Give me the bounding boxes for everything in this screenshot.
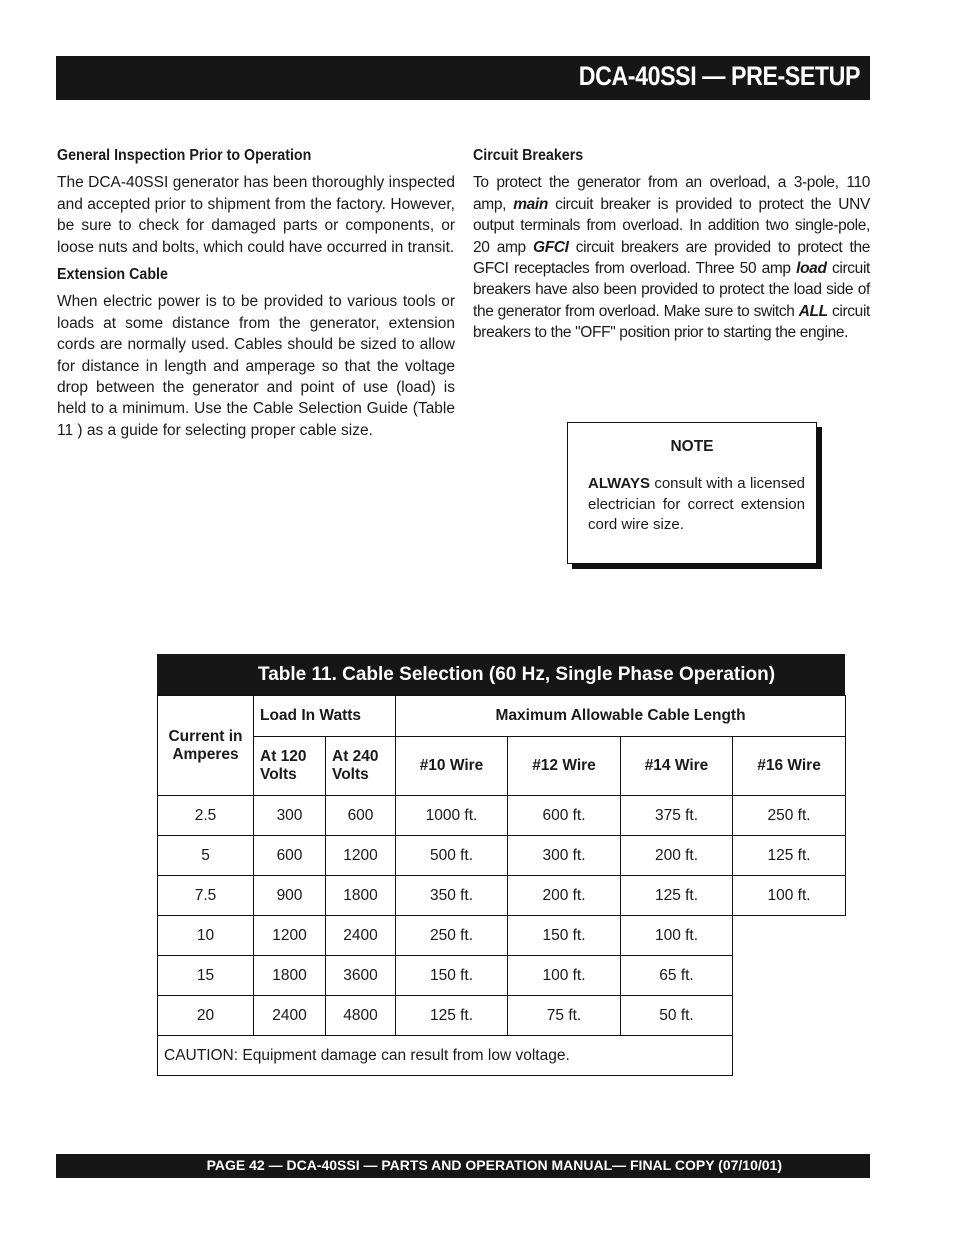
empty-cell bbox=[733, 1036, 846, 1076]
cb-text-1: To protect the generator from an overload, a 3-pole, 110 amp, bbox=[473, 174, 870, 213]
table-cell: 1800 bbox=[254, 956, 326, 996]
table-cell: 600 bbox=[326, 796, 396, 836]
table-cell: 300 bbox=[254, 796, 326, 836]
note-box bbox=[567, 422, 817, 564]
table-cell: 150 ft. bbox=[396, 956, 508, 996]
table-cell: 100 ft. bbox=[733, 876, 846, 916]
table-header-row-2 bbox=[158, 737, 846, 796]
empty-cell bbox=[733, 996, 846, 1036]
table-cell: 1800 bbox=[326, 876, 396, 916]
cable-selection-table bbox=[157, 654, 845, 1076]
table-cell: 125 ft. bbox=[396, 996, 508, 1036]
length-header: Maximum Allowable Cable Length bbox=[396, 696, 846, 737]
load-header: Load In Watts bbox=[254, 696, 396, 737]
sub-header: At 120 Volts bbox=[254, 737, 326, 796]
table-cell: 2.5 bbox=[158, 796, 254, 836]
table-cell: 15 bbox=[158, 956, 254, 996]
table-cell: 600 bbox=[254, 836, 326, 876]
table-cell: 300 ft. bbox=[508, 836, 621, 876]
cb-text-5: circuit breakers to the "OFF" position prior to starting the engine. bbox=[473, 302, 871, 342]
sub-header: #16 Wire bbox=[733, 737, 846, 796]
left-column bbox=[57, 145, 455, 447]
table-cell: 7.5 bbox=[158, 876, 254, 916]
note-title: NOTE bbox=[670, 438, 714, 455]
table-cell: 500 ft. bbox=[396, 836, 508, 876]
cable-table bbox=[157, 695, 846, 1076]
note-body bbox=[588, 474, 805, 536]
table-cell: 900 bbox=[254, 876, 326, 916]
table-row bbox=[158, 996, 846, 1036]
table-cell: 2400 bbox=[326, 916, 396, 956]
extension-paragraph: When electric power is to be provided to various tools or loads at some distance from the generator, extension cords are normally used. Cables should be sized to allow for distance in length and amperage so that the voltage drop between the generator and point of use (load) is held to a minimum. Use the Cable Selection Guide (Table 11 ) as a guide for selecting proper cable size. bbox=[57, 293, 455, 439]
table-row bbox=[158, 916, 846, 956]
table-cell: 350 ft. bbox=[396, 876, 508, 916]
table-row bbox=[158, 956, 846, 996]
header-bar bbox=[56, 56, 870, 100]
table-cell: 200 ft. bbox=[508, 876, 621, 916]
table-cell: 100 ft. bbox=[621, 916, 733, 956]
table-header-row-1 bbox=[158, 696, 846, 737]
sub-header: At 240 Volts bbox=[326, 737, 396, 796]
inspection-paragraph: The DCA-40SSI generator has been thoroughly inspected and accepted prior to shipment from the factory. However, be sure to check for damaged parts or components, or loose nuts and bolts, which could have occurred in transit. bbox=[57, 174, 455, 256]
cb-emphasis-all: ALL bbox=[798, 302, 828, 320]
caution-row bbox=[158, 1036, 846, 1076]
inspection-heading: General Inspection Prior to Operation bbox=[57, 147, 312, 164]
table-cell: 100 ft. bbox=[508, 956, 621, 996]
sub-header: #14 Wire bbox=[621, 737, 733, 796]
table-cell: 200 ft. bbox=[621, 836, 733, 876]
page-title: DCA-40SSI — PRE-SETUP bbox=[578, 61, 860, 91]
note-text: consult with a licensed electrician for correct extension cord wire size. bbox=[588, 475, 805, 533]
table-title: Table 11. Cable Selection (60 Hz, Single Phase Operation) bbox=[157, 654, 845, 695]
table-row bbox=[158, 876, 846, 916]
cb-emphasis-load: load bbox=[796, 260, 827, 278]
caution-text: CAUTION: Equipment damage can result from low voltage. bbox=[158, 1036, 733, 1076]
table-cell: 125 ft. bbox=[733, 836, 846, 876]
table-cell: 1200 bbox=[254, 916, 326, 956]
table-cell: 65 ft. bbox=[621, 956, 733, 996]
table-cell: 1000 ft. bbox=[396, 796, 508, 836]
cb-emphasis-gfci: GFCI bbox=[532, 238, 569, 256]
cb-text-2: circuit breaker is provided to protect the UNV output terminals from overload. In addition two single-pole, 20 amp bbox=[473, 195, 870, 256]
empty-cell bbox=[733, 916, 846, 956]
current-header: Current in Amperes bbox=[158, 696, 254, 796]
table-row bbox=[158, 796, 846, 836]
table-cell: 50 ft. bbox=[621, 996, 733, 1036]
right-column bbox=[473, 145, 870, 350]
table-cell: 125 ft. bbox=[621, 876, 733, 916]
table-cell: 250 ft. bbox=[396, 916, 508, 956]
sub-header: #10 Wire bbox=[396, 737, 508, 796]
cb-text-4: circuit breakers have also been provided to protect the load side of the generator from overload. Make sure to switch bbox=[473, 260, 870, 320]
extension-heading: Extension Cable bbox=[57, 266, 168, 284]
table-cell: 250 ft. bbox=[733, 796, 846, 836]
circuit-breakers-paragraph bbox=[473, 172, 870, 343]
table-cell: 600 ft. bbox=[508, 796, 621, 836]
table-cell: 2400 bbox=[254, 996, 326, 1036]
table-cell: 4800 bbox=[326, 996, 396, 1036]
footer-bar bbox=[56, 1154, 870, 1178]
sub-header: #12 Wire bbox=[508, 737, 621, 796]
table-row bbox=[158, 836, 846, 876]
note-bold: ALWAYS bbox=[588, 475, 650, 492]
table-cell: 5 bbox=[158, 836, 254, 876]
table-cell: 10 bbox=[158, 916, 254, 956]
footer-text: PAGE 42 — DCA-40SSI — PARTS AND OPERATION MANUAL— FINAL COPY (07/10/01) bbox=[206, 1157, 782, 1173]
table-cell: 150 ft. bbox=[508, 916, 621, 956]
cb-text-3: circuit breakers are provided to protect the GFCI receptacles from overload. Three 50 amp bbox=[473, 238, 870, 278]
cb-emphasis-main: main bbox=[513, 195, 549, 213]
table-cell: 3600 bbox=[326, 956, 396, 996]
circuit-breakers-heading: Circuit Breakers bbox=[473, 147, 584, 164]
table-cell: 20 bbox=[158, 996, 254, 1036]
table-cell: 375 ft. bbox=[621, 796, 733, 836]
table-cell: 1200 bbox=[326, 836, 396, 876]
empty-cell bbox=[733, 956, 846, 996]
table-cell: 75 ft. bbox=[508, 996, 621, 1036]
